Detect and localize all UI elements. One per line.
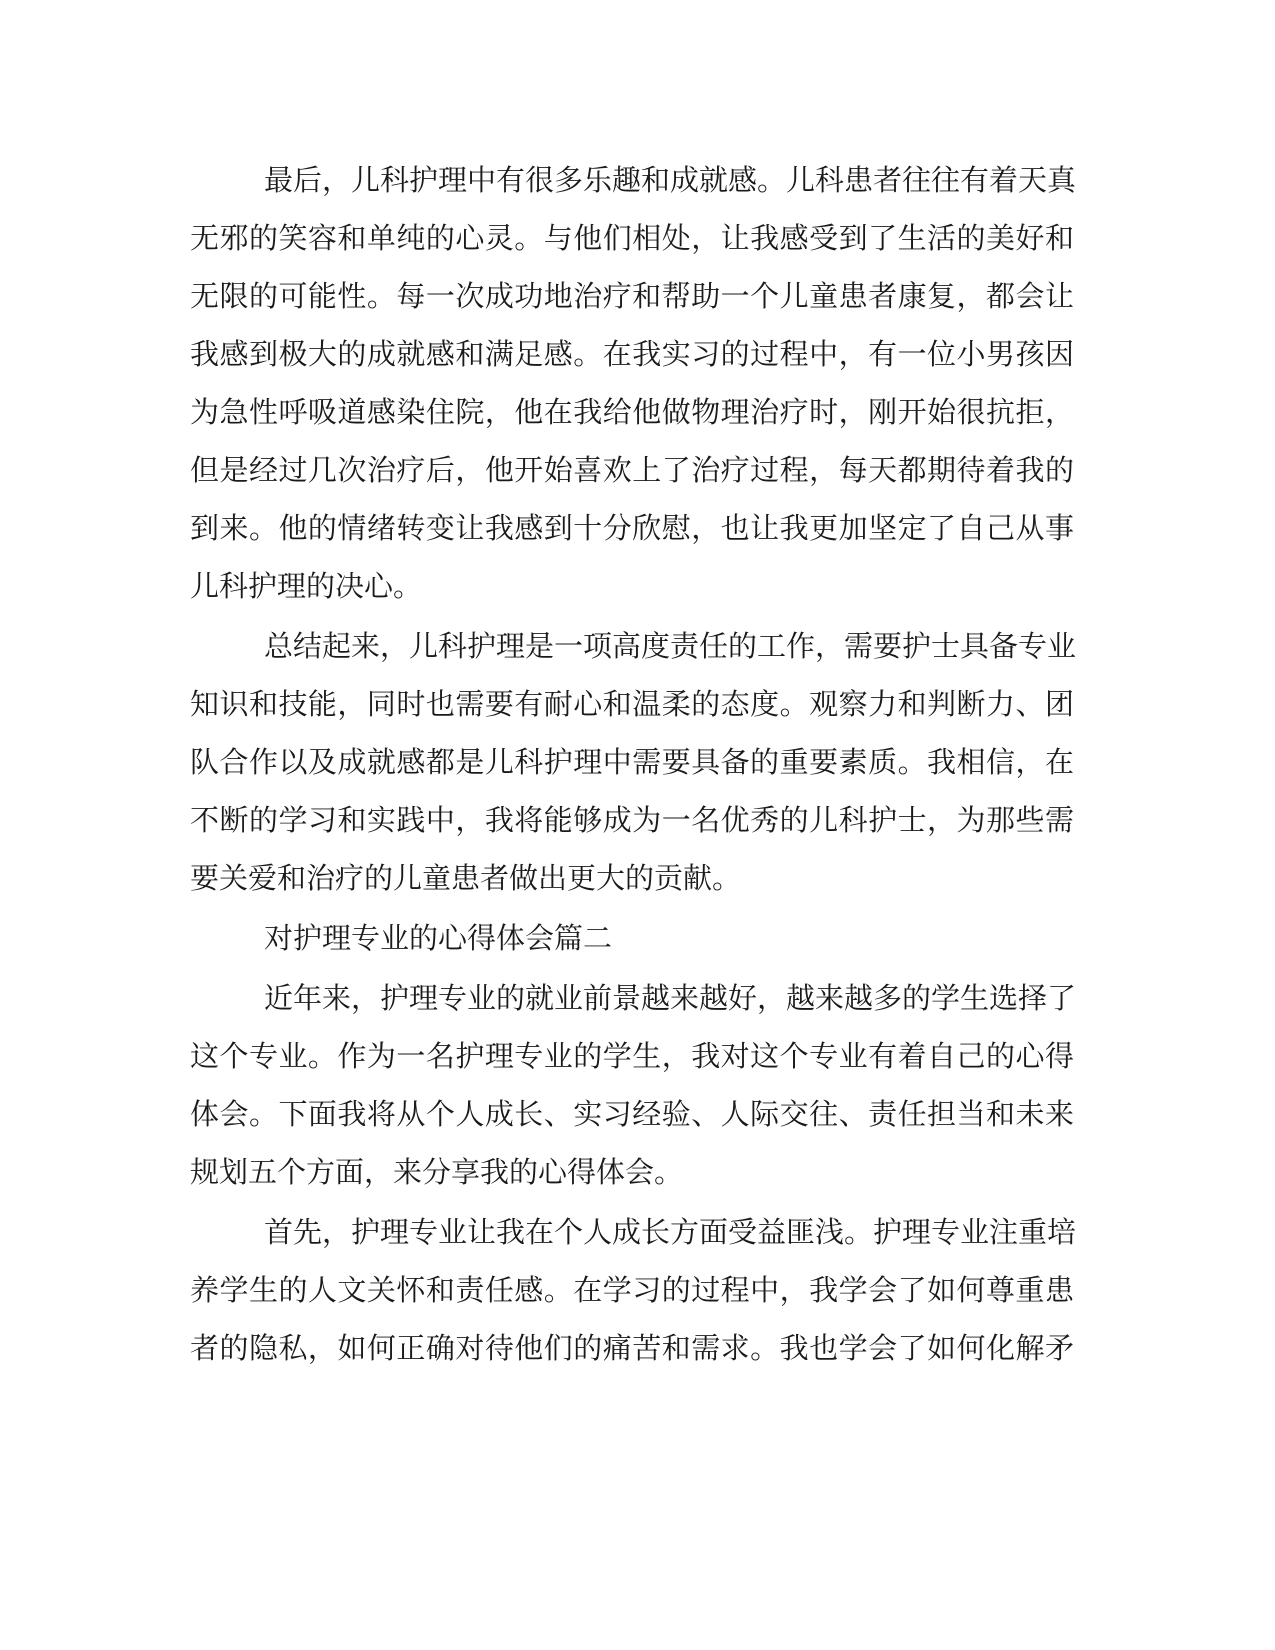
paragraph-line: 近年来，护理专业的就业前景越来越好，越来越多的学生选择了 (264, 981, 1077, 1015)
paragraph-line: 无邪的笑容和单纯的心灵。与他们相处，让我感受到了生活的美好和 (190, 221, 1074, 255)
paragraph-line: 最后，儿科护理中有很多乐趣和成就感。儿科患者往往有着天真 (264, 163, 1077, 197)
paragraph-line: 要关爱和治疗的儿童患者做出更大的贡献。 (190, 861, 742, 895)
paragraph-line: 知识和技能，同时也需要有耐心和温柔的态度。观察力和判断力、团 (190, 687, 1074, 721)
paragraph-line: 队合作以及成就感都是儿科护理中需要具备的重要素质。我相信，在 (190, 745, 1074, 779)
paragraph-line: 首先，护理专业让我在个人成长方面受益匪浅。护理专业注重培 (264, 1215, 1077, 1249)
paragraph-line: 我感到极大的成就感和满足感。在我实习的过程中，有一位小男孩因 (190, 337, 1074, 371)
paragraph-line: 为急性呼吸道感染住院，他在我给他做物理治疗时，刚开始很抗拒， (190, 395, 1074, 429)
paragraph-line: 无限的可能性。每一次成功地治疗和帮助一个儿童患者康复，都会让 (190, 279, 1074, 313)
paragraph-line: 儿科护理的决心。 (190, 569, 423, 603)
paragraph-line: 者的隐私，如何正确对待他们的痛苦和需求。我也学会了如何化解矛 (190, 1331, 1074, 1365)
paragraph-line: 但是经过几次治疗后，他开始喜欢上了治疗过程，每天都期待着我的 (190, 453, 1074, 487)
section-heading: 对护理专业的心得体会篇二 (264, 921, 613, 955)
paragraph-line: 体会。下面我将从个人成长、实习经验、人际交往、责任担当和未来 (190, 1097, 1074, 1131)
paragraph-line: 养学生的人文关怀和责任感。在学习的过程中，我学会了如何尊重患 (190, 1273, 1074, 1307)
paragraph-line: 到来。他的情绪转变让我感到十分欣慰，也让我更加坚定了自己从事 (190, 511, 1074, 545)
paragraph-line: 不断的学习和实践中，我将能够成为一名优秀的儿科护士，为那些需 (190, 803, 1074, 837)
paragraph-line: 总结起来，儿科护理是一项高度责任的工作，需要护士具备专业 (264, 629, 1077, 663)
paragraph-line: 这个专业。作为一名护理专业的学生，我对这个专业有着自己的心得 (190, 1039, 1074, 1073)
paragraph-line: 规划五个方面，来分享我的心得体会。 (190, 1155, 684, 1189)
